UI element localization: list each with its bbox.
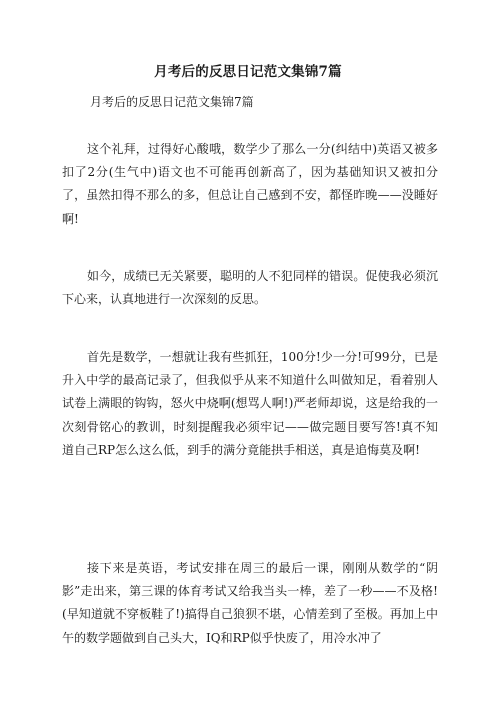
paragraph: 这个礼拜，过得好心酸哦，数学少了那么一分(纠结中)英语又被多扣了2分(生气中)语文也不可能再创新高了，因为基础知识又被扣分了，虽然扣得不那么的多，但总让自己感到不安，都怪昨晚——没睡好啊! [62, 142, 438, 226]
document-title: 月考后的反思日记范文集锦7篇 [154, 64, 342, 80]
document-subtitle: 月考后的反思日记范文集锦7篇 [90, 95, 254, 109]
paragraph: 如今，成绩已无关紧要，聪明的人不犯同样的错误。促使我必须沉下心来，认真地进行一次深刻的反思。 [62, 269, 438, 307]
paragraph: 首先是数学，一想就让我有些抓狂，100分!少一分!可99分，已是升入中学的最高记录了，但我似乎从来不知道什么叫做知足，看着别人试卷上满眼的钩钩，怒火中烧啊(想骂人啊!)严老师却说，这是给我的一次刻骨铭心的教训，时刻提醒我必须牢记——做完题目要写答!真不知道自己RP怎么这么低，到手的满分竟能拱手相送，真是追悔莫及啊! [62, 350, 438, 457]
paragraph: 接下来是英语，考试安排在周三的最后一课，刚刚从数学的“阴影”走出来，第三课的体育考试又给我当头一棒，差了一秒——不及格!(早知道就不穿板鞋了!)搞得自己狼狈不堪，心情差到了至极。再加上中午的数学题做到自己头大，IQ和RP似乎快废了，用冷水冲了 [62, 561, 438, 645]
